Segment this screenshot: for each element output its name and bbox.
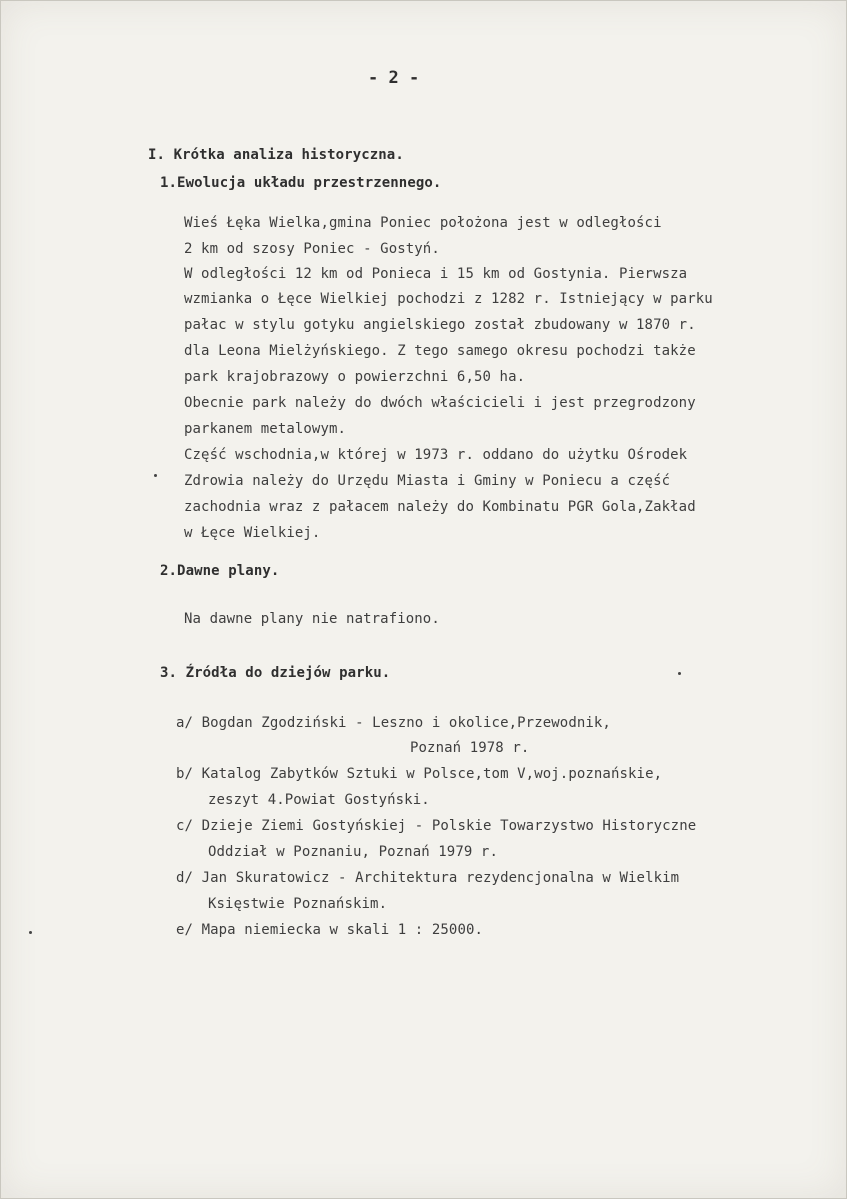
paragraph-line: park krajobrazowy o powierzchni 6,50 ha. xyxy=(184,369,526,385)
ink-speck xyxy=(29,931,32,934)
section-2-text: Na dawne plany nie natrafiono. xyxy=(184,611,440,627)
source-item: c/ Dzieje Ziemi Gostyńskiej - Polskie Towarzystwo Historyczne xyxy=(176,818,697,834)
paragraph-line: Część wschodnia,w której w 1973 r. oddano do użytku Ośrodek xyxy=(184,447,688,463)
source-item: b/ Katalog Zabytków Sztuki w Polsce,tom V,woj.poznańskie, xyxy=(176,766,663,782)
paragraph-line: w Łęce Wielkiej. xyxy=(184,525,321,541)
source-item: d/ Jan Skuratowicz - Architektura rezydencjonalna w Wielkim xyxy=(176,870,680,886)
subsection-1-heading: 1.Ewolucja układu przestrzennego. xyxy=(160,175,442,191)
paragraph-line: Wieś Łęka Wielka,gmina Poniec położona jest w odległości xyxy=(184,215,662,231)
paragraph-line: parkanem metalowym. xyxy=(184,421,347,437)
source-item: e/ Mapa niemiecka w skali 1 : 25000. xyxy=(176,922,484,938)
source-item-continuation: Poznań 1978 r. xyxy=(410,740,530,756)
source-item: a/ Bogdan Zgodziński - Leszno i okolice,Przewodnik, xyxy=(176,715,611,731)
section-1-heading: I. Krótka analiza historyczna. xyxy=(148,147,404,163)
paragraph-line: pałac w stylu gotyku angielskiego został zbudowany w 1870 r. xyxy=(184,317,696,333)
paragraph-line: dla Leona Mielżyńskiego. Z tego samego okresu pochodzi także xyxy=(184,343,696,359)
source-item-continuation: Oddział w Poznaniu, Poznań 1979 r. xyxy=(208,844,498,860)
paragraph-line: Zdrowia należy do Urzędu Miasta i Gminy w Poniecu a część xyxy=(184,473,671,489)
paragraph-line: 2 km od szosy Poniec - Gostyń. xyxy=(184,241,440,257)
section-3-heading: 3. Źródła do dziejów parku. xyxy=(160,665,391,681)
section-2-heading: 2.Dawne plany. xyxy=(160,563,280,579)
paragraph-line: W odległości 12 km od Ponieca i 15 km od Gostynia. Pierwsza xyxy=(184,266,688,282)
source-item-continuation: Księstwie Poznańskim. xyxy=(208,896,388,912)
paragraph-line: zachodnia wraz z pałacem należy do Kombinatu PGR Gola,Zakład xyxy=(184,499,696,515)
ink-speck xyxy=(678,672,681,675)
ink-speck xyxy=(154,474,157,477)
paragraph-line: Obecnie park należy do dwóch właścicieli i jest przegrodzony xyxy=(184,395,696,411)
paragraph-line: wzmianka o Łęce Wielkiej pochodzi z 1282 r. Istniejący w parku xyxy=(184,291,713,307)
source-item-continuation: zeszyt 4.Powiat Gostyński. xyxy=(208,792,430,808)
page-number: - 2 - xyxy=(368,68,420,88)
